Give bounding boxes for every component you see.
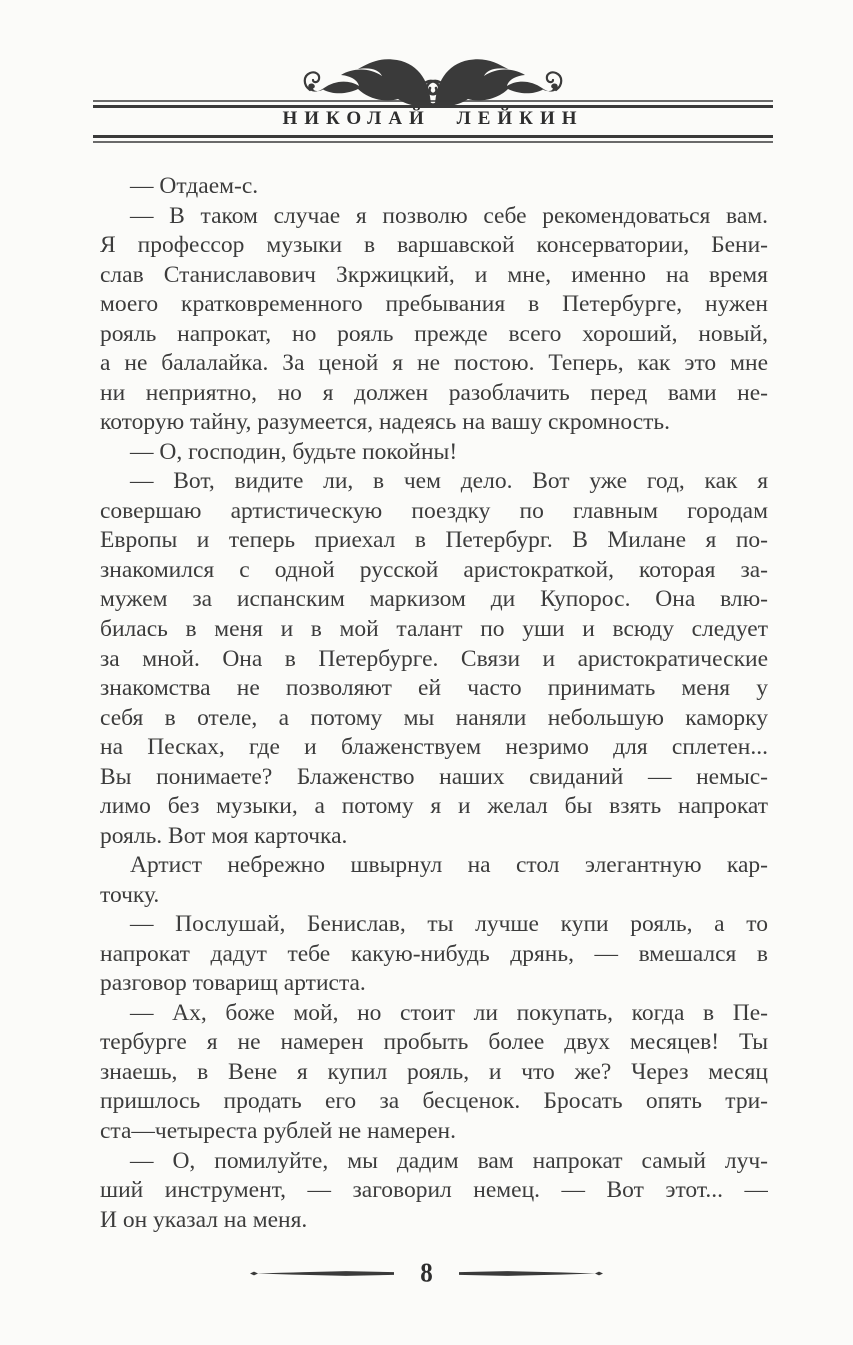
text-line: ни неприятно, но я должен разоблачить перед вами не- — [100, 379, 768, 406]
text-line: пришлось продать его за бесценок. Бросать опять три- — [100, 1088, 768, 1115]
text-line: ста—четыреста рублей не намерен. — [100, 1118, 456, 1144]
text-line: Европы и теперь приехал в Петербург. В Милане я по- — [100, 527, 768, 554]
page-body — [100, 172, 768, 1235]
text-line: слав Станиславович Зкржицкий, и мне, именно на время — [100, 261, 768, 288]
text-line: совершаю артистическую поездку по главным городам — [100, 497, 768, 524]
text-line: себя в отеле, а потому мы наняли небольшую каморку — [100, 704, 768, 731]
text-line: Артист небрежно швырнул на стол элегантную кар- — [130, 852, 768, 879]
text-line: — Отдаем-с. — [130, 173, 259, 199]
paragraph — [100, 910, 768, 999]
text-line: Я профессор музыки в варшавской консерватории, Бени- — [100, 232, 768, 259]
page-number: 8 — [420, 1258, 433, 1289]
text-line: рояль напрокат, но рояль прежде всего хороший, новый, — [100, 320, 768, 347]
text-line: — О, господин, будьте покойны! — [130, 438, 458, 465]
text-line: разговор товарищ артиста. — [100, 970, 366, 997]
text-line: — Послушай, Бенислав, ты лучше купи рояль, а то — [130, 911, 768, 938]
paragraph — [100, 202, 768, 438]
text-line: — Вот, видите ли, в чем дело. Вот уже год, как я — [130, 468, 768, 495]
text-line: точку. — [100, 881, 160, 908]
header-rule-bottom-thin — [93, 141, 773, 143]
text-line: а не балалайка. За ценой я не постою. Теперь, как это мне — [100, 350, 768, 377]
paragraph — [100, 438, 768, 468]
text-line: мужем за испанским маркизом ди Купорос. Она влю- — [100, 586, 768, 613]
text-line: — О, помилуйте, мы дадим вам напрокат самый луч- — [130, 1147, 768, 1174]
text-line: за мной. Она в Петербурге. Связи и аристократические — [100, 645, 768, 672]
text-line: моего кратковременного пребывания в Петербурге, нужен — [100, 291, 768, 318]
text-line: Вы понимаете? Блаженство наших свиданий — немыс- — [100, 763, 768, 790]
text-line: рояль. Вот моя карточка. — [100, 822, 348, 849]
text-line: напрокат дадут тебе какую-нибудь дрянь, — вмешался в — [100, 940, 768, 967]
page-footer — [0, 1258, 853, 1289]
tapered-rule-icon — [457, 1269, 603, 1278]
paragraph — [100, 1147, 768, 1236]
paragraph — [100, 172, 768, 202]
text-line: тербурге я не намерен пробыть более двух месяцев! Ты — [100, 1029, 768, 1056]
text-line: которую тайну, разумеется, надеясь на вашу скромность. — [100, 409, 670, 436]
text-line: билась в меня и в мой талант по уши и всюду следует — [100, 615, 768, 642]
text-line: — В таком случае я позволю себе рекомендоваться вам. — [130, 202, 768, 229]
text-line: знакомился с одной русской аристократкой, которая за- — [100, 556, 768, 583]
header-rule-bottom-thick — [93, 135, 773, 138]
paragraph — [100, 999, 768, 1147]
text-line: ший инструмент, — заговорил немец. — Вот этот... — — [100, 1177, 768, 1204]
paragraph — [100, 467, 768, 851]
author-header: НИКОЛАЙ ЛЕЙКИН — [282, 108, 584, 129]
tapered-rule-icon — [250, 1269, 396, 1278]
text-line: знакомства не позволяют ей часто принимать меня у — [100, 675, 768, 702]
text-line: знаешь, в Вене я купил рояль, и что же? Через месяц — [100, 1058, 768, 1085]
text-line: на Песках, где и блаженствуем незримо для сплетен... — [100, 734, 768, 761]
header-rule-top-thin — [93, 100, 773, 102]
text-line: И он указал на меня. — [100, 1206, 308, 1233]
paragraph — [100, 851, 768, 910]
text-line: лимо без музыки, а потому я и желал бы взять напрокат — [100, 793, 768, 820]
text-line: — Ах, боже мой, но стоит ли покупать, когда в Пе- — [130, 999, 768, 1026]
